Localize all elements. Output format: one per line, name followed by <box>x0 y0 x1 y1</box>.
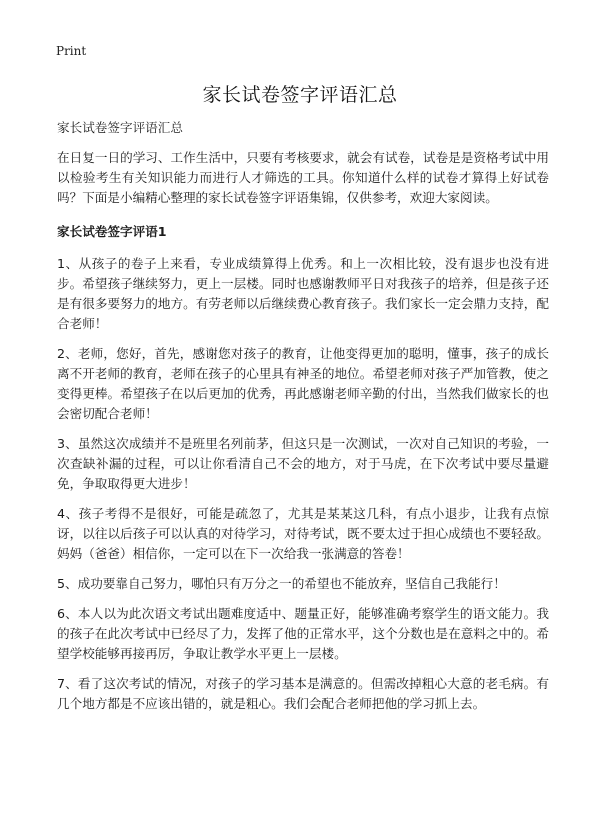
section-heading: 家长试卷签字评语1 <box>57 224 167 239</box>
comment-item: 2、老师，您好，首先，感谢您对孩子的教育，让他变得更加的聪明，懂事，孩子的成长离不开老师的教育，老师在孩子的心里具有神圣的地位。希望老师对孩子严加管教，使之变得更棒。希望孩子在以后更加的优秀，再此感谢老师辛勤的付出，当然我们做家长的也会密切配合老师！ <box>57 346 549 421</box>
comment-item: 5、成功要靠自己努力，哪怕只有万分之一的希望也不能放弃，坚信自己我能行！ <box>57 576 506 591</box>
document-title: 家长试卷签字评语汇总 <box>202 84 398 106</box>
comment-item: 7、看了这次考试的情况，对孩子的学习基本是满意的。但需改掉粗心大意的老毛病。有几个地方都是不应该出错的，就是粗心。我们会配合老师把他的学习抓上去。 <box>57 676 549 711</box>
print-link[interactable]: Print <box>56 44 87 58</box>
comment-item: 1、从孩子的卷子上来看，专业成绩算得上优秀。和上一次相比较，没有退步也没有进步。希望孩子继续努力，更上一层楼。同时也感谢教师平日对我孩子的培养，但是孩子还是有很多要努力的地方。有劳老师以后继续费心教育孩子。我们家长一定会鼎力支持，配合老师！ <box>57 256 549 331</box>
document-subtitle: 家长试卷签字评语汇总 <box>57 120 183 135</box>
comment-item: 4、孩子考得不是很好，可能是疏忽了，尤其是某某这几科，有点小退步，让我有点惊讶，以往以后孩子可以认真的对待学习，对待考试，既不要太过于担心成绩也不要轻敌。妈妈（爸爸）相信你，一定可以在下一次给我一张满意的答卷！ <box>57 506 549 561</box>
comment-item: 3、虽然这次成绩并不是班里名列前茅，但这只是一次测试，一次对自己知识的考验，一次查缺补漏的过程，可以让你看清自己不会的地方，对于马虎，在下次考试中要尽量避免，争取取得更大进步！ <box>57 436 549 491</box>
comment-item: 6、本人以为此次语文考试出题难度适中、题量正好，能够准确考察学生的语文能力。我的孩子在此次考试中已经尽了力，发挥了他的正常水平，这个分数也是在意料之中的。希望学校能够再接再厉，争取让教学水平更上一层楼。 <box>57 606 549 661</box>
comment-list <box>57 254 549 714</box>
document-body <box>57 118 549 724</box>
intro-paragraph: 在日复一日的学习、工作生活中，只要有考核要求，就会有试卷，试卷是是资格考试中用以检验考生有关知识能力而进行人才筛选的工具。你知道什么样的试卷才算得上好试卷吗？下面是小编精心整理的家长试卷签字评语集锦，仅供参考，欢迎大家阅读。 <box>57 150 549 205</box>
